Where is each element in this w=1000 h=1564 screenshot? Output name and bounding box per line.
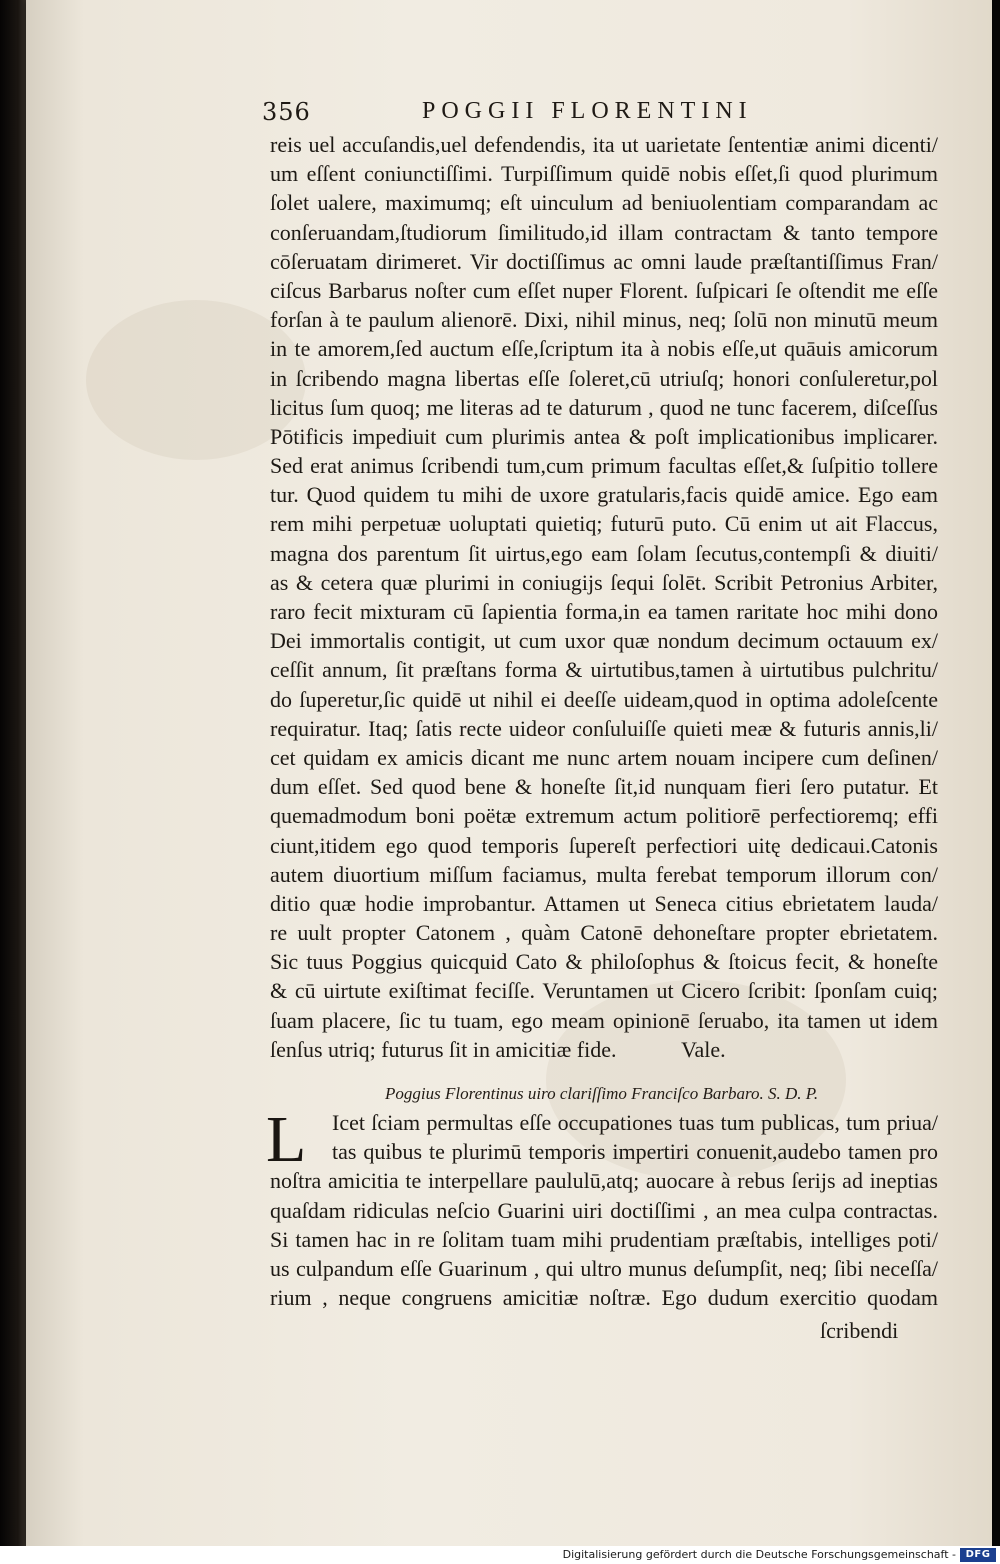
text-line: forſan à te paulum alienorē. Dixi, nihil minus, neq; ſolū non minutū meum bbox=[270, 307, 938, 333]
page-number: 356 bbox=[262, 98, 311, 126]
text-line: in te amorem,ſed auctum eſſe,ſcriptum ita à nobis eſſe,ut quāuis amicorum bbox=[270, 336, 938, 362]
drop-cap: L bbox=[266, 1103, 307, 1176]
text-line: rem mihi perpetuæ uoluptati quietiq; futurū puto. Cū enim ut ait Flaccus, bbox=[270, 511, 938, 537]
text-line: quaſdam ridiculas neſcio Guarini uiri doctiſſimi , an mea culpa contractas. bbox=[270, 1197, 938, 1223]
text-line: tur. Quod quidem tu mihi de uxore gratularis,facis quidē amice. Ego eam bbox=[270, 482, 938, 508]
text-line: cōſeruatam dirimeret. Vir doctiſſimus ac omni laude præſtantiſſimus Fran/ bbox=[270, 248, 938, 274]
text-line: licitus ſum quoq; me literas ad te daturum , quod ne tunc facerem, diſceſſus bbox=[270, 394, 938, 420]
text-line: re uult propter Catonem , quàm Catonē dehoneſtare propter ebrietatem. bbox=[270, 920, 938, 946]
book-gutter-shadow bbox=[0, 0, 26, 1546]
right-dark-border bbox=[992, 0, 1000, 1546]
closing-line bbox=[270, 1035, 938, 1064]
text-line: ciſcus Barbarus noſter cum eſſet nuper Florent. ſuſpicari ſe oſtendit me eſſe bbox=[270, 277, 938, 303]
text-line: reis uel accuſandis,uel defendendis, ita ut uarietate ſententiæ animi dicenti/ bbox=[270, 132, 938, 157]
letter-2-body bbox=[266, 1103, 938, 1312]
digitization-footer bbox=[0, 1546, 1000, 1564]
page-header bbox=[262, 94, 862, 130]
dfg-logo[interactable]: DFG bbox=[960, 1548, 996, 1562]
text-line: um eſſent coniunctiſſimi. Turpiſſimum quidē nobis eſſet,ſi quod plurimum bbox=[270, 161, 938, 187]
funding-notice: Digitalisierung gefördert durch die Deutsche Forschungsgemeinschaft - bbox=[562, 1548, 956, 1561]
text-line: dum eſſet. Sed quod bene & honeſte ſit,id nunquam fieri ſero putatur. Et bbox=[270, 774, 938, 800]
text-line: raro fecit mixturam cū ſapientia forma,in ea tamen raritate hoc mihi dono bbox=[270, 599, 938, 624]
text-line: Icet ſciam permultas eſſe occupationes tuas tum publicas, tum priua/ bbox=[332, 1110, 938, 1135]
text-line: & cū uirtute exiſtimat feciſſe. Veruntamen ut Cicero ſcribit: ſponſam cuiq; bbox=[270, 978, 938, 1004]
text-line: Sed erat animus ſcribendi tum,cum primum facultas eſſet,& ſuſpitio tollere bbox=[270, 453, 938, 479]
letter-1-body bbox=[270, 130, 938, 1064]
text-line: do ſuperetur,ſic quidē ut nihil ei deeſſe uideam,quod in optima adoleſcente bbox=[270, 686, 938, 712]
text-line: as & cetera quæ plurimi in coniugijs ſequi ſolēt. Scribit Petronius Arbiter, bbox=[270, 569, 938, 595]
text-line: magna dos parentum ſit uirtus,ego eam ſolam ſecutus,contempſi & diuiti/ bbox=[270, 540, 938, 566]
closing-text: ſenſus utriq; futurus ſit in amicitiæ fide. bbox=[270, 1036, 617, 1062]
text-line: tas quibus te plurimū temporis impertiri conuenit,audebo tamen pro bbox=[332, 1139, 938, 1165]
vale-salutation: Vale. bbox=[681, 1036, 726, 1062]
text-line: autem diuortium miſſum faciamus, multa ferebat temporum illorum con/ bbox=[270, 861, 938, 887]
text-line: conſeruandam,ſtudiorum ſimilitudo,id illam contractam & tanto tempore bbox=[270, 219, 938, 245]
running-head: POGGII FLORENTINI bbox=[422, 98, 753, 124]
text-line: rium , neque congruens amicitiæ noſtræ. Ego dudum exercitio quodam bbox=[270, 1285, 938, 1311]
text-line: in ſcribendo magna libertas eſſe ſoleret,cū utriuſq; honori conſuleretur,pol bbox=[270, 365, 938, 391]
letter-2-heading: Poggius Florentinus uiro clariſſimo Franciſco Barbaro. S. D. P. bbox=[385, 1084, 819, 1103]
text-line: ſuam placere, ſic tu tuam, ego meam opinionē ſeruabo, ita tamen ut idem bbox=[270, 1007, 938, 1033]
text-line: us culpandum eſſe Guarinum , qui ultro munus deſumpſit, neq; ſibi neceſſa/ bbox=[270, 1255, 938, 1281]
text-line: noſtra amicitia te interpellare paululū,atq; auocare à rebus ſerijs ad ineptias bbox=[270, 1168, 938, 1194]
text-line: Pōtificis impediuit cum plurimis antea & poſt implicationibus implicarer. bbox=[270, 423, 938, 449]
catchword: ſcribendi bbox=[820, 1318, 899, 1343]
text-line: Si tamen hac in re ſolitam tuam mihi prudentiam præſtabis, intelliges poti/ bbox=[270, 1226, 938, 1252]
text-line: quemadmodum boni poëtæ extremum actum politiorē perfectioremq; effi bbox=[270, 803, 938, 829]
text-line: ditio quæ hodie improbantur. Attamen ut Seneca citius ebrietatem lauda/ bbox=[270, 890, 938, 916]
text-line: Sic tuus Poggius quicquid Cato & philoſophus & ſtoicus fecit, & honeſte bbox=[270, 949, 938, 975]
text-line: ſolet ualere, maximumq; eſt uinculum ad beniuolentiam comparandam ac bbox=[270, 190, 938, 216]
text-line: requiratur. Itaq; ſatis recte uideor conſuluiſſe quieti meæ & futuris annis,li/ bbox=[270, 715, 938, 741]
text-line: ceſſit annum, ſit præſtans forma & uirtutibus,tamen à uirtutibus pulchritu/ bbox=[270, 657, 938, 683]
text-line: Dei immortalis contigit, ut cum uxor quæ nondum decimum octauum ex/ bbox=[270, 628, 938, 654]
text-line: ciunt,itidem ego quod temporis ſupereſt perfectiori uitę dedicaui.Catonis bbox=[270, 832, 938, 858]
text-line: cet quidam ex amicis dicant me nunc artem nouam incipere cum deſinen/ bbox=[270, 744, 938, 770]
